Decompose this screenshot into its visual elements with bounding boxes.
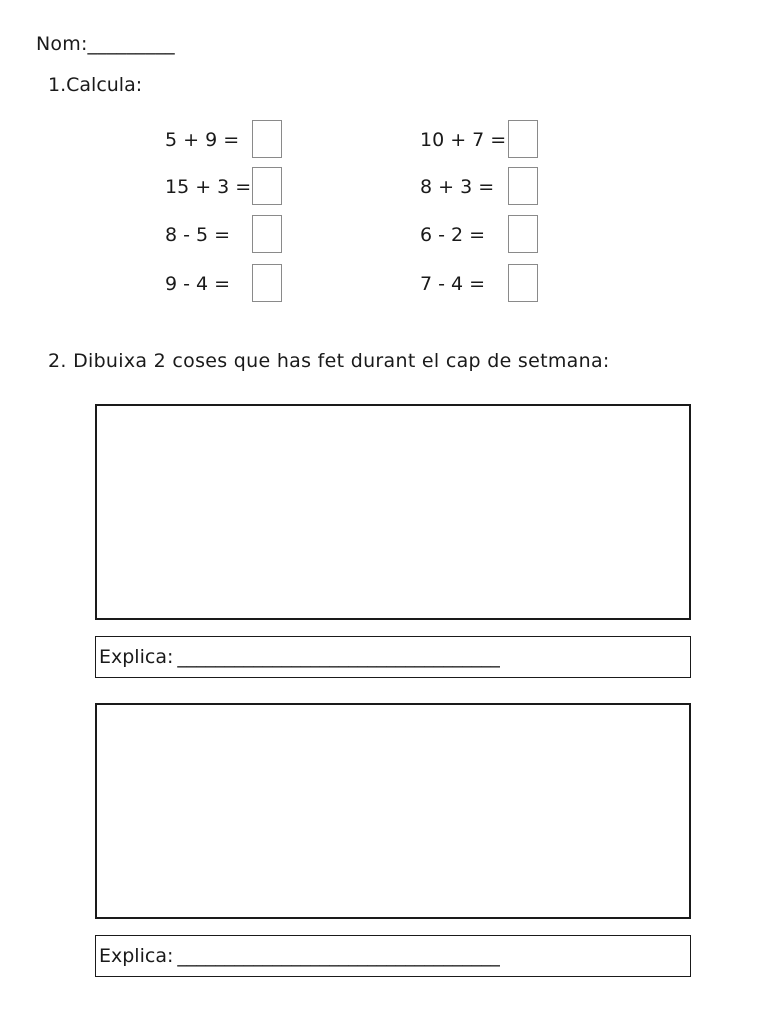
exercise-expression: 8 - 5 = bbox=[165, 224, 231, 246]
exercise-expression: 7 - 4 = bbox=[420, 273, 486, 295]
drawing-area-1[interactable] bbox=[95, 404, 691, 620]
drawing-area-2[interactable] bbox=[95, 703, 691, 919]
exercise-item bbox=[165, 167, 295, 207]
answer-box[interactable] bbox=[508, 120, 538, 158]
explain-answer-line: __________________________________ bbox=[177, 945, 501, 967]
explain-field-1[interactable] bbox=[95, 636, 691, 678]
exercise-expression: 9 - 4 = bbox=[165, 273, 231, 295]
exercise-item bbox=[420, 215, 550, 255]
answer-box[interactable] bbox=[252, 167, 282, 205]
answer-box[interactable] bbox=[508, 264, 538, 302]
answer-box[interactable] bbox=[252, 215, 282, 253]
explain-field-2[interactable] bbox=[95, 935, 691, 977]
exercise-item bbox=[165, 215, 295, 255]
section-2-title: 2. Dibuixa 2 coses que has fet durant el cap de setmana: bbox=[48, 350, 610, 372]
explain-answer-line: __________________________________ bbox=[177, 646, 501, 668]
exercise-expression: 8 + 3 = bbox=[420, 176, 495, 198]
exercise-expression: 6 - 2 = bbox=[420, 224, 486, 246]
exercise-expression: 5 + 9 = bbox=[165, 129, 240, 151]
answer-box[interactable] bbox=[252, 120, 282, 158]
answer-box[interactable] bbox=[508, 215, 538, 253]
exercise-item bbox=[420, 120, 550, 160]
answer-box[interactable] bbox=[508, 167, 538, 205]
exercise-expression: 10 + 7 = bbox=[420, 129, 507, 151]
answer-box[interactable] bbox=[252, 264, 282, 302]
explain-label: Explica: bbox=[99, 646, 174, 668]
explain-label: Explica: bbox=[99, 945, 174, 967]
section-1-title: 1.Calcula: bbox=[48, 74, 143, 96]
student-name-field[interactable]: Nom:_________ bbox=[36, 33, 175, 55]
exercise-item bbox=[420, 264, 550, 304]
exercise-item bbox=[165, 264, 295, 304]
exercise-item bbox=[420, 167, 550, 207]
exercise-expression: 15 + 3 = bbox=[165, 176, 252, 198]
exercise-item bbox=[165, 120, 295, 160]
